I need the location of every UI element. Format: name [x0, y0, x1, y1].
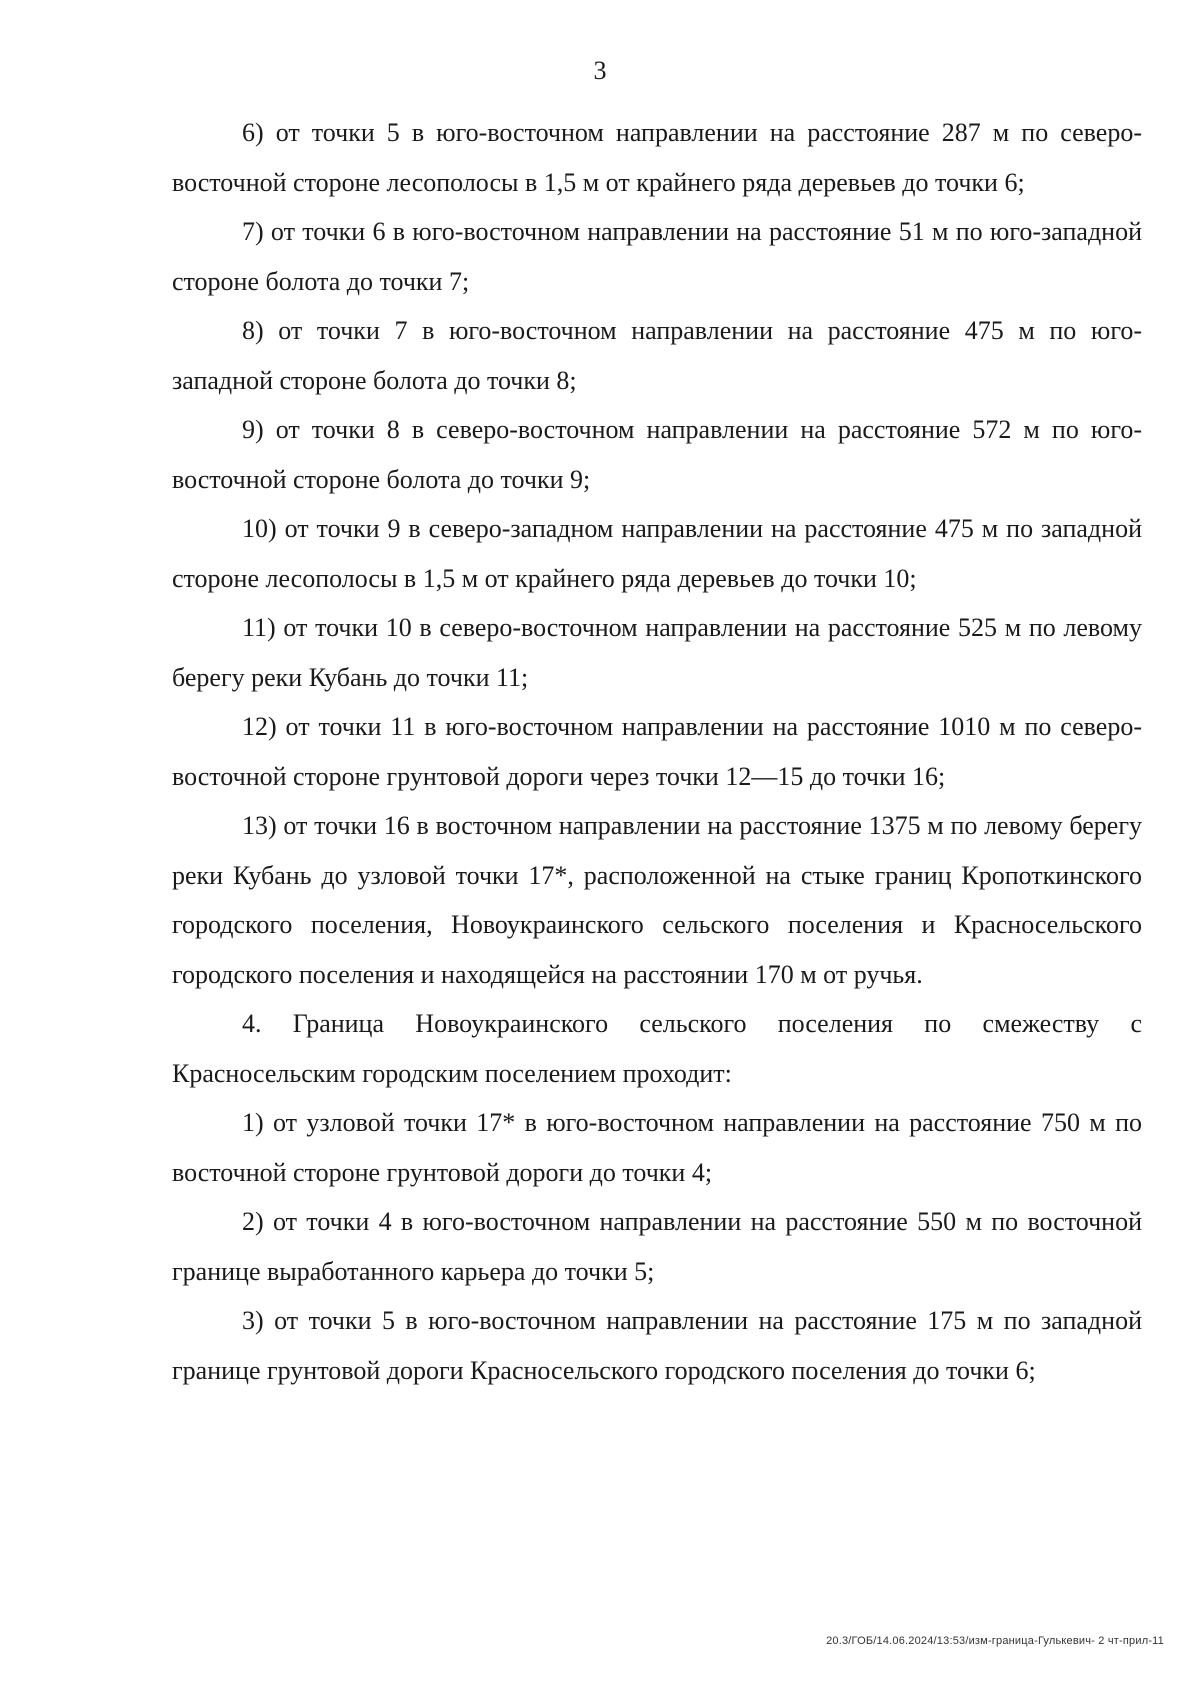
section-4-item-1: 1) от узловой точки 17* в юго-восточном направлении на расстояние 750 м по восточной стороне грунтовой дороги до точки 4;	[172, 1108, 1142, 1187]
paragraph-11: 11) от точки 10 в северо-восточном направлении на расстояние 525 м по левому берегу реки Кубань до точки 11;	[172, 613, 1142, 692]
paragraph-6: 6) от точки 5 в юго-восточном направлении на расстояние 287 м по северо-восточной стороне лесополосы в 1,5 м от крайнего ряда деревьев до точки 6;	[172, 118, 1142, 197]
document-body	[172, 108, 1142, 1395]
paragraph-7: 7) от точки 6 в юго-восточном направлении на расстояние 51 м по юго-западной стороне болота до точки 7;	[172, 217, 1142, 296]
section-4-item-2: 2) от точки 4 в юго-восточном направлении на расстояние 550 м по восточной границе выработанного карьера до точки 5;	[172, 1207, 1142, 1286]
paragraph-8: 8) от точки 7 в юго-восточном направлении на расстояние 475 м по юго-западной стороне болота до точки 8;	[172, 316, 1142, 395]
page-number: 3	[593, 56, 607, 85]
section-4-item-3: 3) от точки 5 в юго-восточном направлении на расстояние 175 м по западной границе грунтовой дороги Красносельского городского поселения до точки 6;	[172, 1306, 1142, 1385]
paragraph-12: 12) от точки 11 в юго-восточном направлении на расстояние 1010 м по северо-восточной стороне грунтовой дороги через точки 12—15 до точки 16;	[172, 712, 1142, 791]
section-4-heading: 4. Граница Новоукраинского сельского поселения по смежеству с Красносельским городским поселением проходит:	[172, 1009, 1142, 1088]
paragraph-13: 13) от точки 16 в восточном направлении на расстояние 1375 м по левому берегу реки Кубань до узловой точки 17*, расположенной на стыке границ Кропоткинского городского поселения, Новоукраинского сельского поселения и Красносельского городского поселения и находящейся на расстоянии 170 м от ручья.	[172, 811, 1142, 989]
paragraph-9: 9) от точки 8 в северо-восточном направлении на расстояние 572 м по юго-восточной стороне болота до точки 9;	[172, 415, 1142, 494]
document-footer-reference: 20.3/ГОБ/14.06.2024/13:53/изм-граница-Гулькевич- 2 чт-прил-11	[826, 1635, 1164, 1647]
paragraph-10: 10) от точки 9 в северо-западном направлении на расстояние 475 м по западной стороне лесополосы в 1,5 м от крайнего ряда деревьев до точки 10;	[172, 514, 1142, 593]
